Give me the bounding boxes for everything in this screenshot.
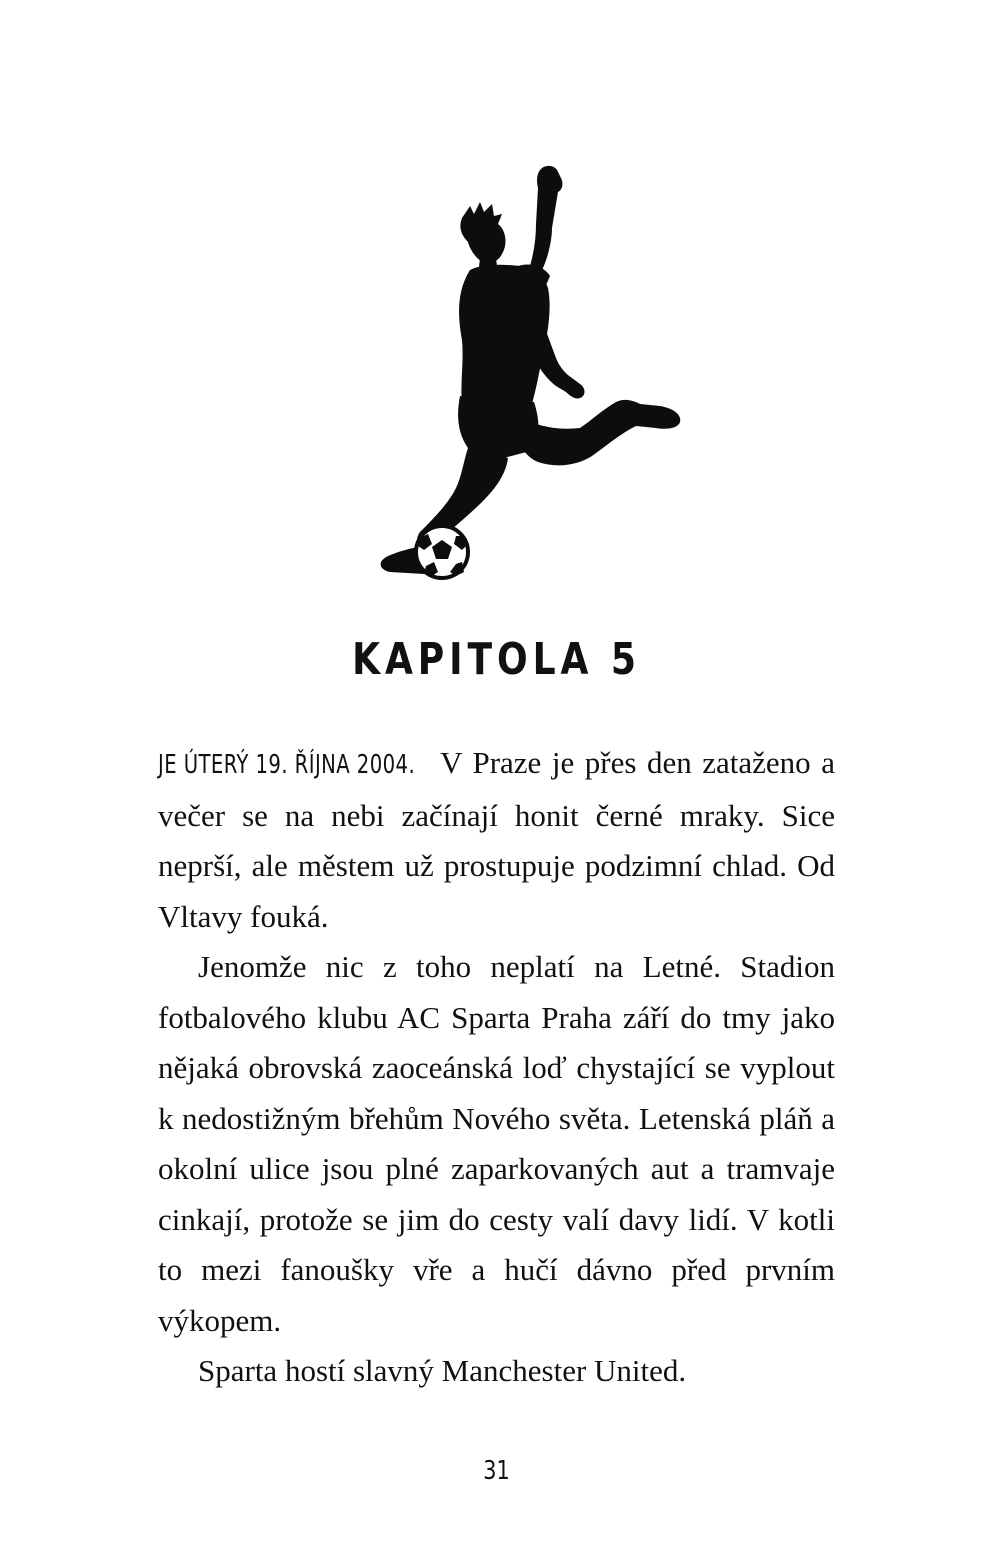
page-number: 31 bbox=[483, 1456, 510, 1486]
paragraph-3: Sparta hostí slavný Manchester United. bbox=[198, 1353, 687, 1388]
soccer-ball-icon bbox=[416, 526, 468, 578]
soccer-player-icon bbox=[330, 158, 690, 588]
paragraph-1-text: V Praze je přes den zataženo a večer se na nebi začínají honit černé mraky. Sice neprší, ale městem už prostupuje podzimní chlad. Od Vltavy fouká. bbox=[158, 745, 835, 934]
paragraph-1 bbox=[158, 738, 835, 942]
chapter-body bbox=[158, 738, 835, 1397]
chapter-title: KAPITOLA 5 bbox=[352, 634, 641, 685]
paragraph-lead: JE ÚTERÝ 19. ŘÍJNA 2004. bbox=[158, 750, 416, 780]
paragraph-2: Jenomže nic z toho neplatí na Letné. Stadion fotbalového klubu AC Sparta Praha září do tmy jako nějaká obrovská zaoceánská loď chystající se vyplout k nedostižným břehům Nového světa. Letenská pláň a okolní ulice jsou plné zaparkovaných aut a tramvaje cinkají, protože se jim do cesty valí davy lidí. V kotli to mezi fanoušky vře a hučí dávno před prvním výkopem. bbox=[158, 949, 835, 1338]
